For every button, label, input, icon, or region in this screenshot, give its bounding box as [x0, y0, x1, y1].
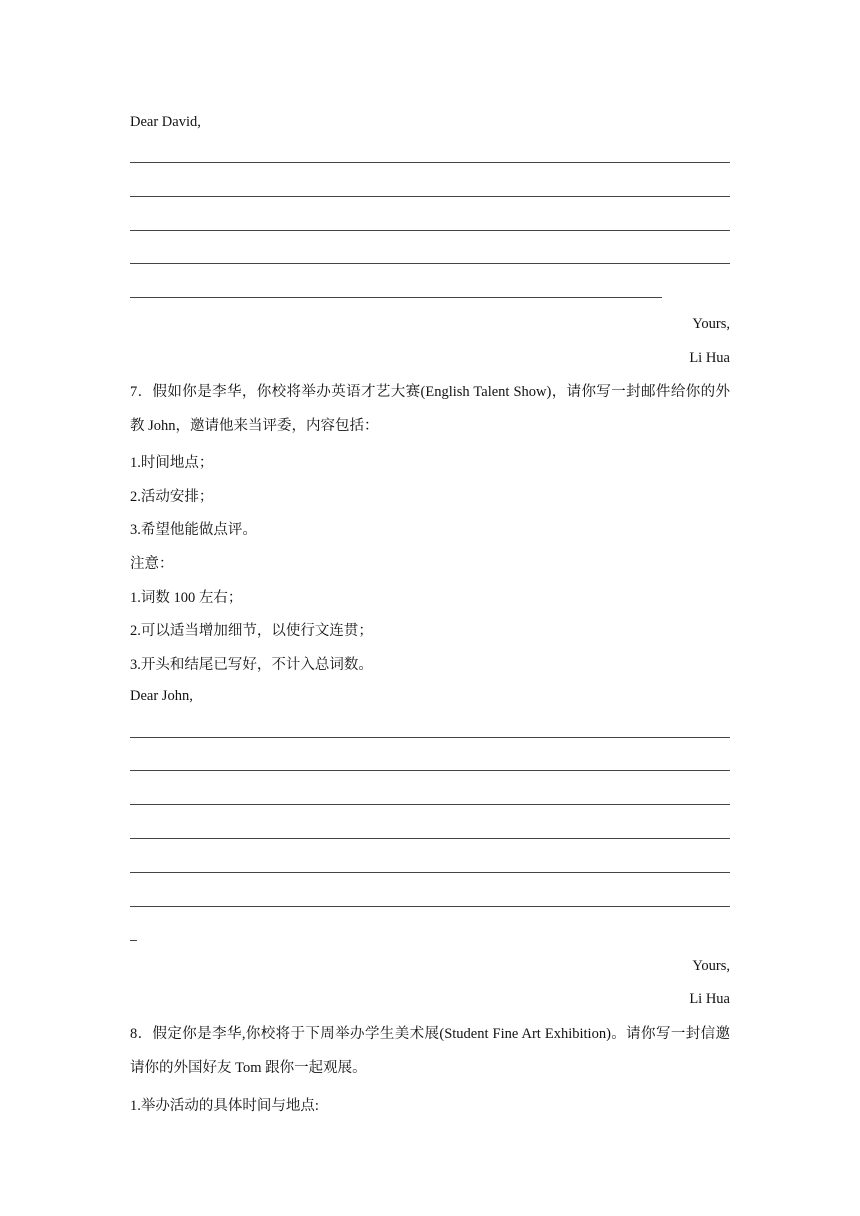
q7-prompt: 7．假如你是李华，你校将举办英语才艺大赛(English Talent Show)，请你写一封邮件给你的外教 John，邀请他来当评委，内容包括： [130, 384, 730, 434]
q8-prompt: 8．假定你是李华,你校将于下周举办学生美术展(Student Fine Art Exhibition)。请你写一封信邀请你的外国好友 Tom 跟你一起观展。 [130, 1026, 730, 1076]
answer-line[interactable] [130, 804, 730, 805]
answer-line[interactable] [130, 872, 730, 873]
q7-item-3: 3.希望他能做点评。 [130, 522, 257, 538]
answer-line[interactable] [130, 196, 730, 197]
document-page [130, 0, 730, 1216]
answer-line[interactable] [130, 230, 730, 231]
answer-line[interactable] [130, 906, 730, 907]
q8-item-1: 1.举办活动的具体时间与地点: [130, 1098, 319, 1114]
q7-note-3: 3.开头和结尾已写好，不计入总词数。 [130, 657, 373, 673]
q7-item-1: 1.时间地点； [130, 455, 214, 471]
q7-greeting: Dear John, [130, 688, 193, 704]
q7-closing: Yours, [692, 958, 730, 974]
letter1-signature: Li Hua [689, 350, 730, 366]
q7-note-2: 2.可以适当增加细节，以使行文连贯； [130, 623, 373, 639]
q7-signature: Li Hua [689, 991, 730, 1007]
answer-line[interactable] [130, 737, 730, 738]
letter1-greeting: Dear David, [130, 114, 201, 130]
q7-item-2: 2.活动安排； [130, 489, 214, 505]
answer-line[interactable] [130, 838, 730, 839]
answer-line[interactable] [130, 297, 662, 298]
answer-line[interactable] [130, 263, 730, 264]
answer-line[interactable] [130, 162, 730, 163]
q7-notes-label: 注意： [130, 556, 174, 572]
answer-line-stub [130, 940, 137, 941]
q7-note-1: 1.词数 100 左右； [130, 590, 243, 606]
answer-line[interactable] [130, 770, 730, 771]
letter1-closing: Yours, [692, 316, 730, 332]
